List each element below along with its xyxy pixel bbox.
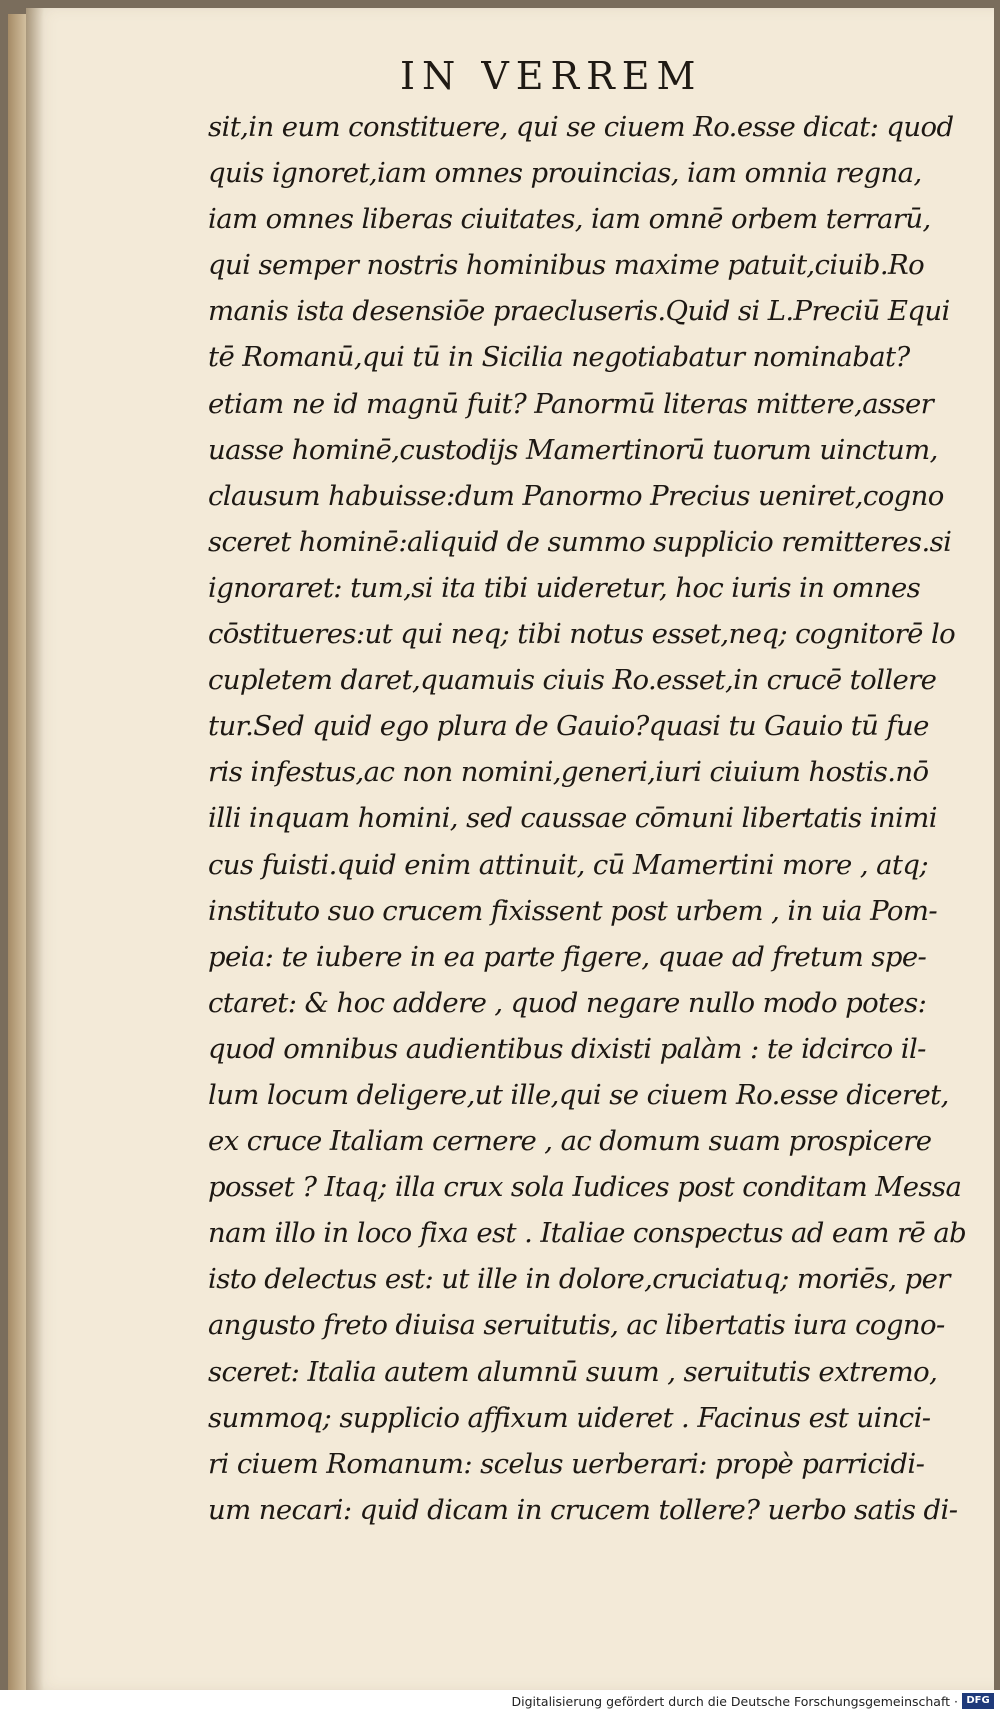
text-line: manis ista desensiōe praecluseris.Quid si L.Preciū Equi xyxy=(208,295,950,328)
text-line: quod omnibus audientibus dixisti palàm : te idcirco il- xyxy=(208,1032,926,1065)
text-line: posset ? Itaq; illa crux sola Iudices post conditam Messa xyxy=(208,1171,962,1204)
digitization-footer xyxy=(0,1690,1000,1714)
text-line: lum locum deligere,ut ille,qui se ciuem Ro.esse diceret, xyxy=(208,1078,949,1111)
text-line: quis ignoret,iam omnes prouincias, iam omnia regna, xyxy=(208,157,922,190)
text-line: sit,in eum constituere, qui se ciuem Ro.esse dicat: quod xyxy=(208,111,954,143)
text-line: ex cruce Italiam cernere , ac domum suam prospicere xyxy=(208,1125,932,1158)
text-line: etiam ne id magnū fuit? Panormū literas mittere,asser xyxy=(208,387,934,420)
text-line: tē Romanū,qui tū in Sicilia negotiabatur nominabat? xyxy=(208,341,910,374)
text-line: cus fuisti.quid enim attinuit, cū Mamertini more , atq; xyxy=(208,848,929,881)
text-line: instituto suo crucem fixissent post urbem , in uia Pom- xyxy=(208,894,938,927)
text-line: cupletem daret,quamuis ciuis Ro.esset,in crucē tollere xyxy=(208,664,937,697)
text-line: sceret hominē:aliquid de summo supplicio remitteres.si xyxy=(208,525,952,558)
text-line: uasse hominē,custodijs Mamertinorū tuorum uinctum, xyxy=(208,433,938,466)
text-line: cōstitueres:ut qui neq; tibi notus esset,neq; cognitorē lo xyxy=(208,618,956,651)
text-line: um necari: quid dicam in crucem tollere? uerbo satis di- xyxy=(208,1493,958,1526)
text-line: peia: te iubere in ea parte figere, quae ad fretum spe- xyxy=(208,940,927,973)
text-line: angusto freto diuisa seruitutis, ac libertatis iura cogno- xyxy=(208,1309,945,1342)
text-line: nam illo in loco fixa est . Italiae conspectus ad eam rē ab xyxy=(208,1217,967,1250)
text-line: ctaret: & hoc addere , quod negare nullo modo potes: xyxy=(208,986,927,1019)
footer-credit: Digitalisierung gefördert durch die Deutsche Forschungsgemeinschaft · xyxy=(511,1694,958,1709)
text-line: ri ciuem Romanum: scelus uerberari: propè parricidi- xyxy=(208,1447,925,1480)
text-line: tur.Sed quid ego plura de Gauio?quasi tu Gauio tū fue xyxy=(208,710,929,743)
dfg-logo: DFG xyxy=(962,1693,994,1709)
text-line: ignoraret: tum,si ita tibi uideretur, hoc iuris in omnes xyxy=(208,571,921,604)
text-line: iam omnes liberas ciuitates, iam omnē orbem terrarū, xyxy=(208,203,931,236)
page-gutter-shadow xyxy=(26,8,44,1690)
text-line: qui semper nostris hominibus maxime patuit,ciuib.Ro xyxy=(208,249,925,282)
text-line: summoq; supplicio affixum uideret . Facinus est uinci- xyxy=(208,1401,931,1434)
body-text xyxy=(208,104,968,1533)
running-head: IN VERREM xyxy=(400,54,703,98)
text-line: clausum habuisse:dum Panormo Precius ueniret,cogno xyxy=(208,479,944,512)
text-line: ris infestus,ac non nomini,generi,iuri ciuium hostis.nō xyxy=(208,756,929,789)
text-line: sceret: Italia autem alumnū suum , seruitutis extremo, xyxy=(208,1355,938,1388)
text-line: illi inquam homini, sed caussae cōmuni libertatis inimi xyxy=(208,802,937,835)
text-line: isto delectus est: ut ille in dolore,cruciatuq; moriēs, per xyxy=(208,1263,950,1296)
